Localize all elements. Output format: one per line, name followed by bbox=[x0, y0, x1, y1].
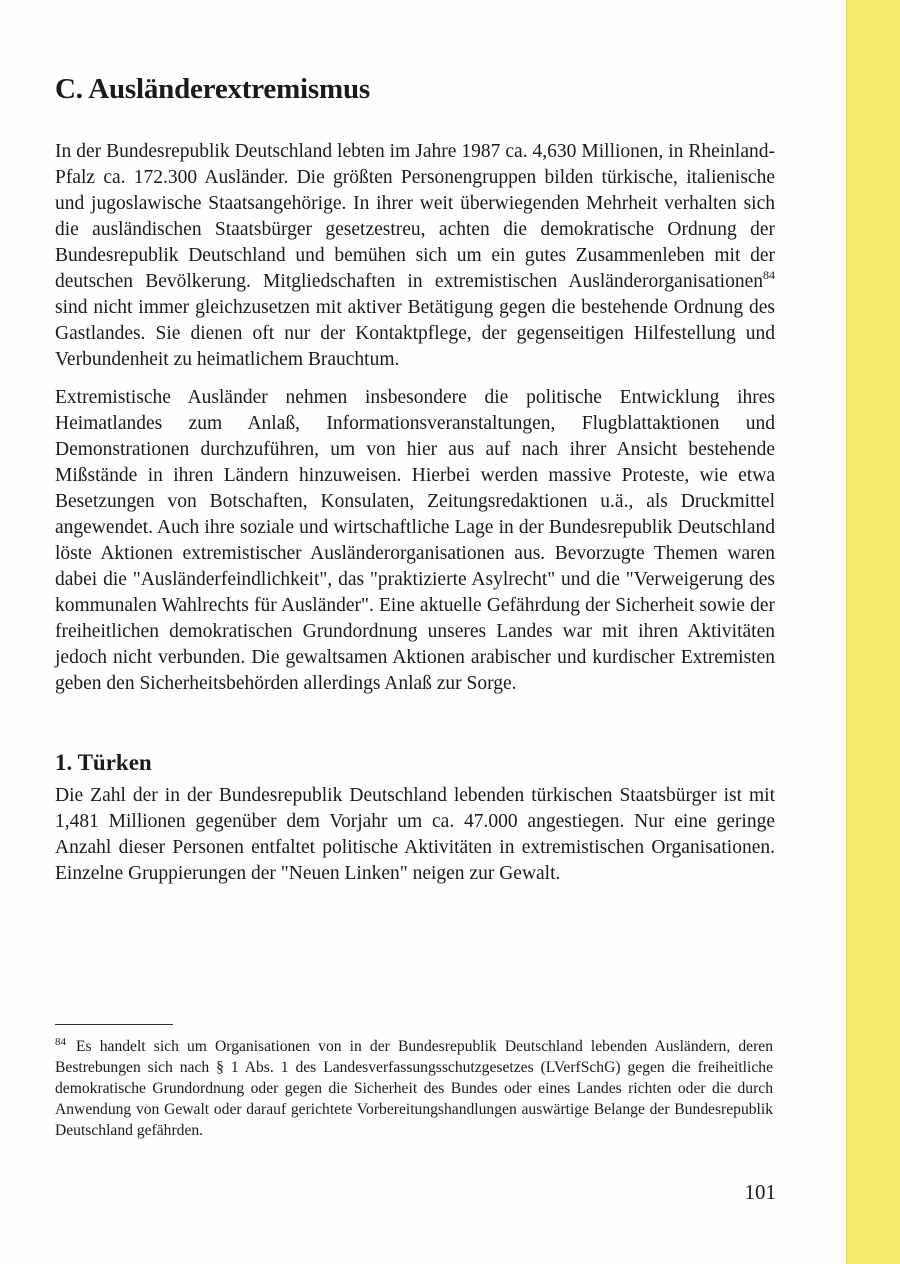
paragraph-intro bbox=[55, 139, 775, 373]
yellow-margin-strip bbox=[848, 0, 900, 1264]
paragraph-tuerken: Die Zahl der in der Bundesrepublik Deutschland lebenden türkischen Staatsbürger ist mit 1,481 Millionen gegenüber dem Vorjahr um ca. 47.000 angestiegen. Nur eine geringe Anzahl dieser Personen entfaltet politische Aktivitäten in extremistischen Organisationen. Einzelne Gruppierungen der "Neuen Linken" neigen zur Gewalt. bbox=[55, 785, 775, 884]
footnote-number: 84 bbox=[55, 1036, 66, 1048]
footnote-text: Es handelt sich um Organisationen von in der Bundesrepublik Deutschland lebenden Ausländern, deren Bestrebungen sich nach § 1 Abs. 1 des Landesverfassungsschutzgesetzes (LVerfSchG) gegen die freiheitliche demokratische Grundordnung oder gegen die Sicherheit des Bundes oder eines Landes richten oder die durch Anwendung von Gewalt oder darauf gerichtete Vorbereitungshandlungen auswärtige Belange der Bundesrepublik Deutschland gefährden. bbox=[55, 1038, 773, 1139]
section-heading-tuerken: 1. Türken bbox=[55, 750, 152, 775]
paragraph-extremists: Extremistische Ausländer nehmen insbesondere die politische Entwicklung ihres Heimatlandes zum Anlaß, Informationsveranstaltungen, Flugblattaktionen und Demonstrationen durchzuführen, um von hier aus auf nach ihrer Ansicht bestehende Mißstände in ihren Ländern hinzuweisen. Hierbei werden massive Proteste, wie etwa Besetzungen von Botschaften, Konsulaten, Zeitungsredaktionen u.ä., als Druckmittel angewendet. Auch ihre soziale und wirtschaftliche Lage in der Bundesrepublik Deutschland löste Aktionen extremistischer Ausländerorganisationen aus. Bevorzugte Themen waren dabei die "Ausländerfeindlichkeit", das "praktizierte Asylrecht" und die "Verweigerung des kommunalen Wahlrechts für Ausländer". Eine aktuelle Gefährdung der Sicherheit sowie der freiheitlichen demokratischen Grundordnung unseres Landes war mit ihren Aktivitäten jedoch nicht verbunden. Die gewaltsamen Aktionen arabischer und kurdischer Extremisten geben den Sicherheitsbehörden allerdings Anlaß zur Sorge. bbox=[55, 387, 775, 694]
footnote-divider bbox=[55, 1024, 173, 1025]
footnote-ref-84[interactable]: 84 bbox=[763, 268, 775, 282]
paragraph-intro-part2: sind nicht immer gleichzusetzen mit aktiver Betätigung gegen die bestehende Ordnung des Gastlandes. Sie dienen oft nur der Kontaktpflege, der gegenseitigen Hilfestellung und Verbundenheit zu heimatlichem Brauchtum. bbox=[55, 297, 775, 370]
main-content bbox=[55, 72, 775, 899]
footnote-84 bbox=[55, 1036, 773, 1141]
paragraph-intro-part1: In der Bundesrepublik Deutschland lebten im Jahre 1987 ca. 4,630 Millionen, in Rheinland-Pfalz ca. 172.300 Ausländer. Die größten Personengruppen bilden türkische, italienische und jugoslawische Staatsangehörige. In ihrer weit überwiegenden Mehrheit verhalten sich die ausländischen Staatsbürger gesetzestreu, achten die demokratische Ordnung der Bundesrepublik Deutschland und bemühen sich um ein gutes Zusammenleben mit der deutschen Bevölkerung. Mitgliedschaften in extremistischen Ausländerorganisationen bbox=[55, 141, 775, 292]
chapter-heading: C. Ausländerextremismus bbox=[55, 73, 370, 105]
page-number: 101 bbox=[744, 1180, 776, 1204]
